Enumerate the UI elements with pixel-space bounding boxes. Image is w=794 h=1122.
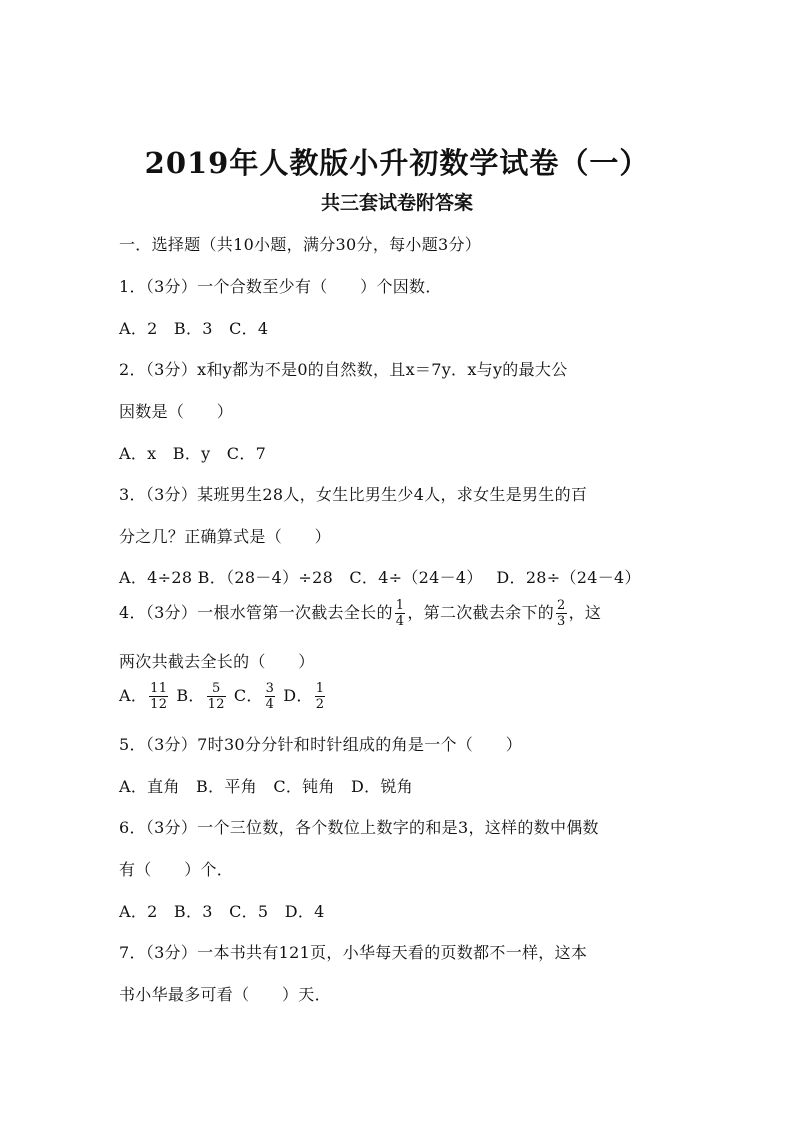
option-b-label: B． bbox=[176, 686, 205, 705]
question-4-part-a: 4．（3分）一根水管第一次截去全长的 bbox=[119, 603, 393, 622]
question-4-options bbox=[119, 681, 333, 712]
question-3-options: A．4÷28 B．（28－4）÷28 C．4÷（24－4） D．28÷（24－4） bbox=[119, 568, 641, 587]
option-b bbox=[176, 681, 228, 712]
fraction-denominator: 4 bbox=[395, 614, 405, 629]
fraction-numerator: 1 bbox=[315, 681, 325, 696]
option-c bbox=[234, 681, 277, 712]
fraction-denominator: 12 bbox=[207, 697, 225, 712]
question-5-options: A．直角 B．平角 C．钝角 D．锐角 bbox=[119, 777, 414, 796]
question-4-text-cont: 两次共截去全长的（ ） bbox=[119, 652, 315, 671]
question-1-text: 1．（3分）一个合数至少有（ ）个因数． bbox=[119, 277, 442, 296]
fraction-numerator: 5 bbox=[207, 681, 226, 697]
option-a bbox=[119, 681, 170, 712]
question-7-text: 7．（3分）一本书共有121页，小华每天看的页数都不一样，这本 bbox=[119, 943, 588, 962]
option-b-fraction bbox=[207, 681, 226, 712]
fraction-one-quarter bbox=[395, 598, 406, 629]
question-5-text: 5．（3分）7时30分分针和时针组成的角是一个（ ） bbox=[119, 735, 522, 754]
fraction-denominator: 12 bbox=[150, 697, 168, 712]
question-6-text-cont: 有（ ）个． bbox=[119, 860, 234, 879]
question-4-part-c: ，这 bbox=[568, 603, 602, 622]
option-d-fraction bbox=[315, 681, 326, 712]
question-2-options: A．x B．y C．7 bbox=[119, 444, 267, 463]
fraction-denominator: 3 bbox=[557, 614, 566, 629]
section-heading: 一．选择题（共10小题，满分30分，每小题3分） bbox=[119, 235, 482, 254]
question-2-text: 2．（3分）x和y都为不是0的自然数，且x＝7y．x与y的最大公 bbox=[119, 360, 568, 379]
question-3-text-cont: 分之几？正确算式是（ ） bbox=[119, 527, 331, 546]
fraction-numerator: 2 bbox=[557, 598, 566, 613]
option-c-label: C． bbox=[233, 686, 263, 705]
fraction-denominator: 4 bbox=[265, 697, 275, 712]
fraction-numerator: 1 bbox=[395, 598, 405, 613]
question-3-text: 3．（3分）某班男生28人，女生比男生少4人，求女生是男生的百 bbox=[119, 485, 588, 504]
fraction-denominator: 2 bbox=[315, 697, 325, 712]
fraction-numerator: 3 bbox=[265, 681, 275, 696]
fraction-two-thirds bbox=[556, 598, 567, 629]
fraction-numerator: 11 bbox=[150, 681, 168, 696]
option-d-label: D． bbox=[283, 686, 313, 705]
question-7-text-cont: 书小华最多可看（ ）天． bbox=[119, 985, 331, 1004]
option-a-fraction bbox=[149, 681, 168, 712]
question-6-text: 6．（3分）一个三位数，各个数位上数字的和是3，这样的数中偶数 bbox=[119, 818, 599, 837]
option-c-fraction bbox=[265, 681, 276, 712]
question-4-part-b: ，第二次截去余下的 bbox=[407, 603, 555, 622]
page-title: 2019年人教版小升初数学试卷（一） bbox=[144, 146, 650, 180]
page-subtitle: 共三套试卷附答案 bbox=[320, 192, 473, 214]
question-6-options: A．2 B．3 C．5 D．4 bbox=[119, 902, 325, 921]
question-2-text-cont: 因数是（ ） bbox=[119, 402, 234, 421]
option-a-label: A． bbox=[119, 686, 148, 705]
question-1-options: A．2 B．3 C．4 bbox=[119, 319, 269, 338]
option-d bbox=[283, 681, 327, 712]
question-4-text bbox=[119, 598, 601, 629]
